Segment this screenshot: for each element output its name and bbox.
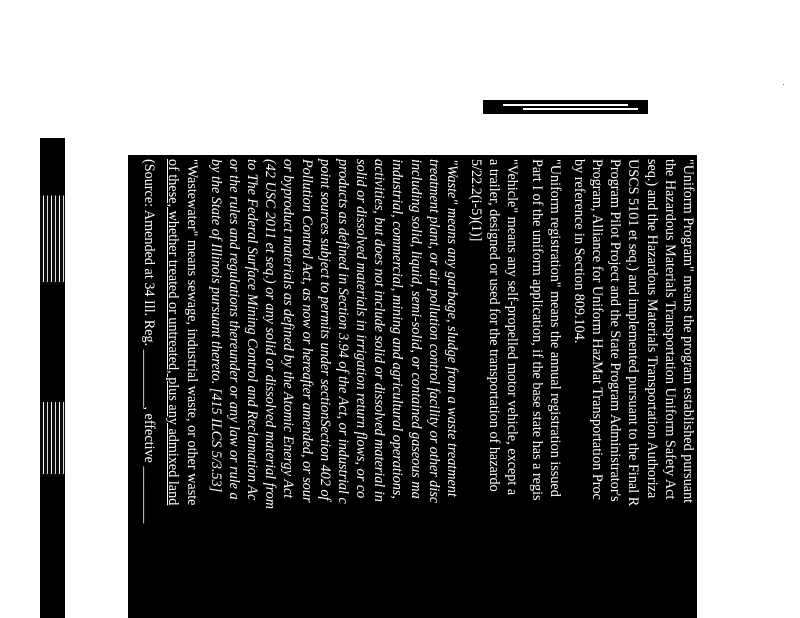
text-line: including solid, liquid, semi-solid, or contained gaseous ma xyxy=(407,159,424,499)
text-line: a trailer, designed or used for the transportation of hazardo xyxy=(486,159,503,492)
text-line: to The Federal Surface Mining Control and Reclamation Ac xyxy=(244,159,261,501)
paragraph xyxy=(570,155,697,618)
text-line: 5/22.2(i-5)(1)] xyxy=(468,159,485,242)
paragraph xyxy=(164,155,200,618)
text-line: "Uniform registration" means the annual registration issued xyxy=(546,159,563,497)
text-line: "Waste" means any garbage, sludge from a waste treatment xyxy=(443,159,460,497)
text-line: USCS 5101 et seq.) and implemented pursuant to the Final R xyxy=(625,159,642,507)
paragraph xyxy=(527,155,563,618)
text-line: products as defined in Section 3.94 of the Act, or industrial c xyxy=(334,159,351,504)
text-line: or byproduct materials as defined by the Atomic Energy Act xyxy=(280,159,297,499)
paragraph xyxy=(207,155,461,618)
text-line: the Hazardous Materials Transportation Uniform Safety Act xyxy=(661,159,678,500)
scan-speck xyxy=(783,84,784,85)
text-line: Pollution Control Act, as now or hereafter amended, or sour xyxy=(298,159,315,503)
text-line: or the rules and regulations thereunder or any law or rule a xyxy=(225,159,242,500)
text-line: by reference in Section 809.104. xyxy=(570,159,587,344)
document-text xyxy=(128,155,697,618)
text-line: treatment plant, or air pollution control facility or other disc xyxy=(425,159,442,504)
text-line: by the State of Illinois pursuant thereto. [415 ILCS 5/3.53] xyxy=(207,159,224,493)
scan-artifact-bar xyxy=(483,100,648,114)
scan-artifact-strip-overlay xyxy=(40,138,65,618)
paragraph xyxy=(140,155,158,618)
text-line: seq.) and the Hazardous Materials Transportation Authoriza xyxy=(643,159,660,499)
rotated-document-page xyxy=(128,155,697,618)
text-line: Program Pilot Project and the State Program Administrator's xyxy=(607,159,624,502)
text-line: of these, whether treated or untreated, plus any admixed land xyxy=(165,159,182,506)
text-line: point sources subject to permits under sectionSection 402 of xyxy=(316,159,333,501)
text-line: "Vehicle" means any self-propelled motor vehicle, except a xyxy=(504,159,521,496)
text-line: "Wastewater" means sewage, industrial waste, or other waste xyxy=(183,159,200,506)
paragraph xyxy=(467,155,522,618)
text-line: Program, Alliance for Uniform HazMat Transportation Proc xyxy=(589,159,606,500)
text-line: solid or dissolved materials in irrigation return flows, or co xyxy=(353,159,370,499)
text-line: (Source: Amended at 34 Ill. Reg. ________, effective ________ xyxy=(141,159,158,524)
text-line: "Uniform Program" means the program established pursuant xyxy=(680,159,696,504)
text-line: Part I of the uniform application, if the base state has a regis xyxy=(528,159,545,501)
text-line: activities, but does not include solid or dissolved material in xyxy=(371,159,388,502)
text-line: industrial, commercial, mining and agricultural operations, xyxy=(389,159,406,499)
text-line: (42 USC 2011 et seq.) or any solid or dissolved material from xyxy=(262,159,279,509)
